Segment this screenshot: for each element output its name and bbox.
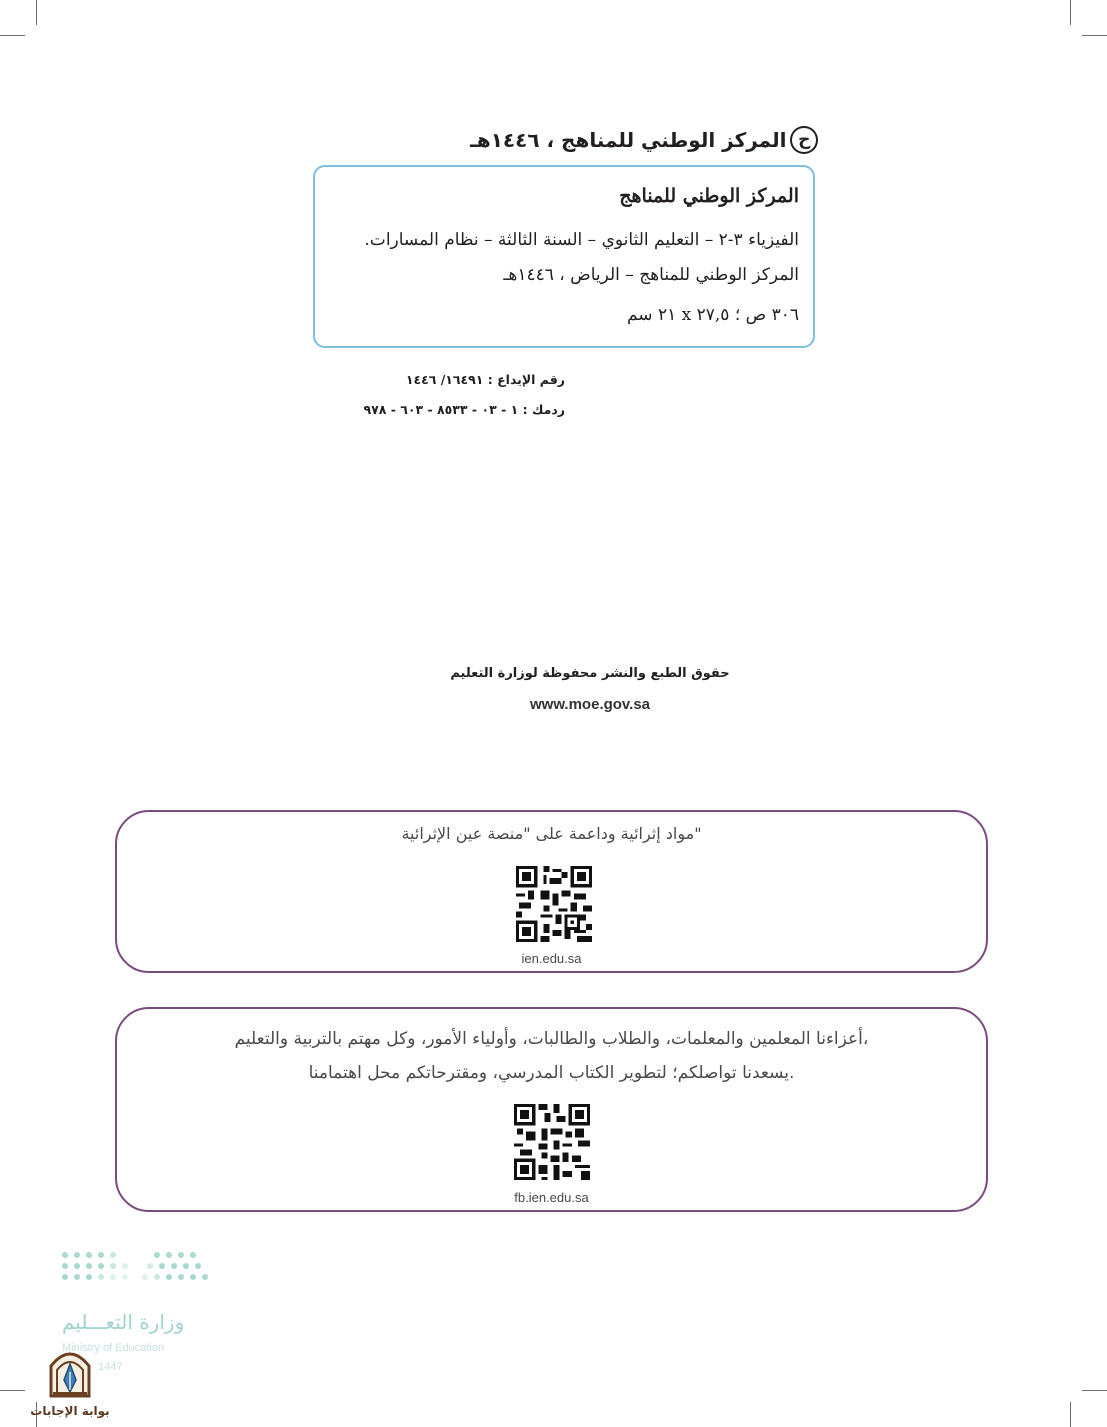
crop-mark [1070, 1402, 1071, 1427]
logo-arabic-wrap [62, 1310, 202, 1334]
qr-code-icon [516, 866, 592, 942]
panel1-text-wrap [117, 824, 986, 843]
crop-mark [0, 1390, 25, 1391]
panel1-qr-label[interactable]: ien.edu.sa [521, 951, 582, 966]
watermark-text-wrap [30, 1400, 110, 1419]
catalog-card [313, 165, 815, 348]
logo-english: Ministry of Education [62, 1342, 165, 1354]
catalog-title: الفيزياء ٣-٢ – التعليم الثانوي – السنة الثالثة – نظام المسارات. [364, 230, 799, 250]
panel1-text: مواد إثرائية وداعمة على "منصة عين الإثرائية" [401, 824, 702, 843]
panel1-label-wrap [117, 948, 986, 967]
enrichment-panel [115, 810, 988, 973]
copyright-symbol: ح [790, 126, 818, 154]
deposit-number: رقم الإيداع : ١٦٤٩١/ ١٤٤٦ [405, 372, 565, 387]
panel2-line2: يسعدنا تواصلكم؛ لتطوير الكتاب المدرسي، ومقترحاتكم محل اهتمامنا. [308, 1063, 795, 1083]
copyright-text: المركز الوطني للمناهج ، ١٤٤٦هـ [470, 128, 787, 152]
logo-dots [62, 1252, 202, 1292]
crop-mark [1082, 1390, 1107, 1391]
catalog-publisher: المركز الوطني للمناهج [619, 185, 799, 207]
qr-code-feedback[interactable] [514, 1104, 590, 1180]
feedback-panel [115, 1007, 988, 1212]
isbn-number: ردمك : ١ - ٠٣ - ٨٥٣٣ - ٦٠٣ - ٩٧٨ [363, 402, 565, 417]
crop-mark [1070, 0, 1071, 25]
qr-code-icon [514, 1104, 590, 1180]
crop-mark [36, 0, 37, 25]
logo-year: 1447 [98, 1361, 123, 1373]
copyright-heading [470, 122, 818, 158]
watermark-text: بوابة الإجابات [30, 1404, 110, 1418]
rights-url[interactable]: www.moe.gov.sa [529, 696, 651, 713]
mosque-pen-icon [47, 1346, 93, 1398]
rights-text: حقوق الطبع والنشر محفوظة لوزارة التعليم [450, 666, 730, 681]
catalog-imprint: المركز الوطني للمناهج – الرياض ، ١٤٤٦هـ [503, 265, 799, 285]
crop-mark [1082, 35, 1107, 36]
panel2-qr-label[interactable]: fb.ien.edu.sa [514, 1190, 589, 1205]
logo-arabic: وزارة التعـــليم [62, 1310, 185, 1334]
watermark-badge [30, 1346, 110, 1416]
panel2-label-wrap [117, 1187, 986, 1206]
catalog-pages: ٣٠٦ ص ؛ ٢٧,٥ x ٢١ سم [626, 305, 799, 325]
crop-mark [0, 35, 25, 36]
rights-block [400, 666, 780, 681]
qr-code-ien[interactable] [516, 866, 592, 942]
rights-url-wrap [440, 694, 740, 713]
panel2-line1-wrap [117, 1029, 986, 1049]
panel2-line1: أعزاءنا المعلمين والمعلمات، والطلاب والطالبات، وأولياء الأمور، وكل مهتم بالتربية والتعليم، [234, 1029, 869, 1049]
panel2-line2-wrap [117, 1063, 986, 1083]
